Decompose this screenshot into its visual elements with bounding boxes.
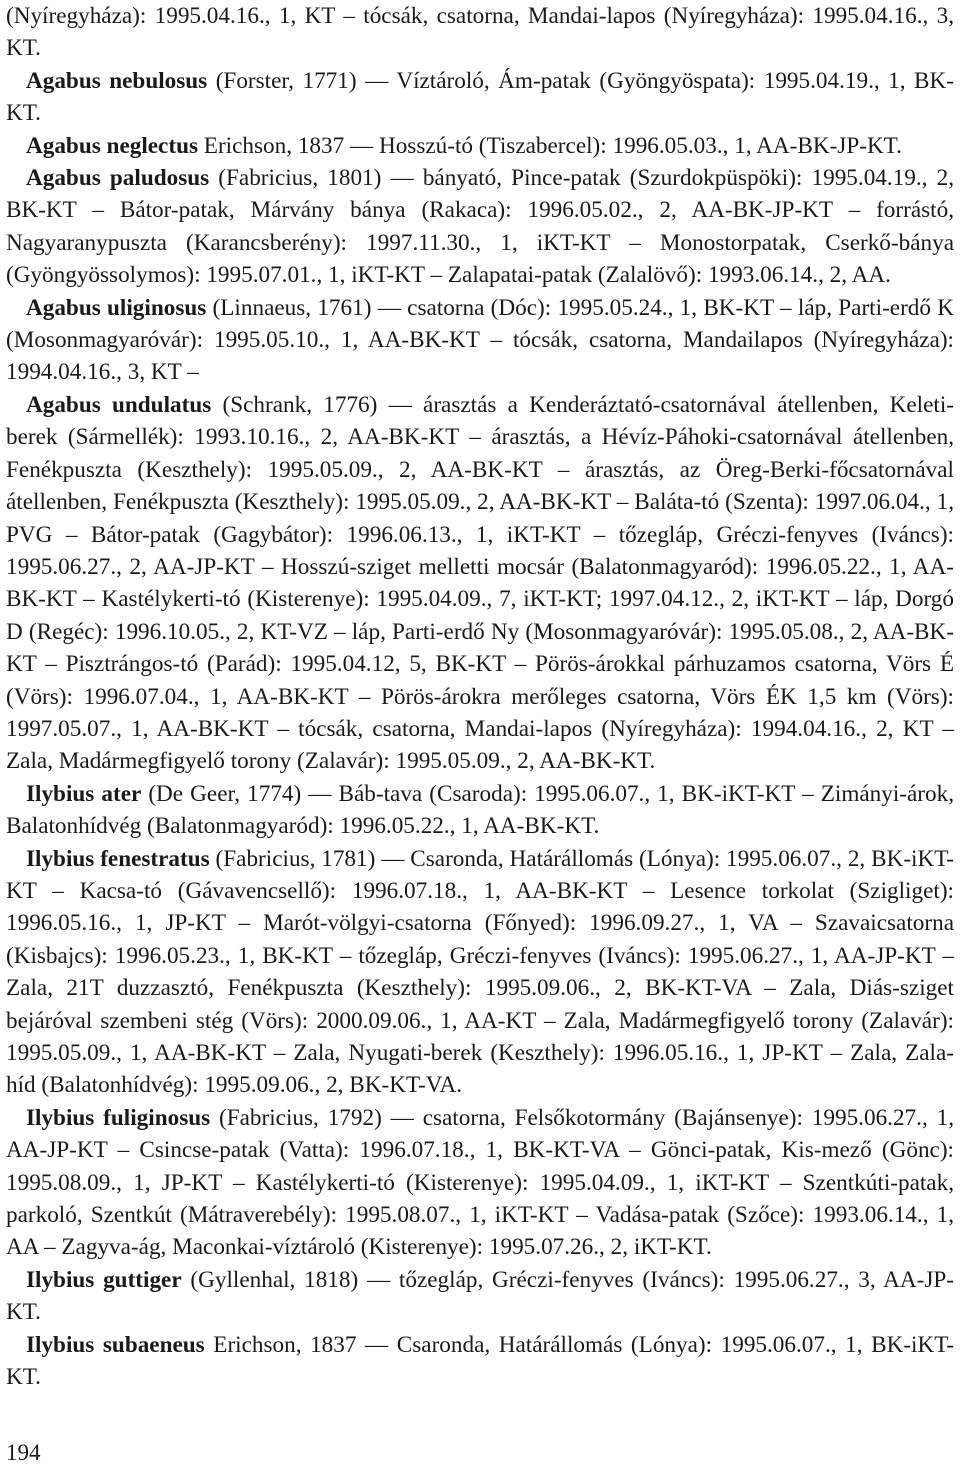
species-name: Ilybius fuliginosus <box>26 1104 211 1131</box>
species-records: (Fabricius, 1781) — Csaronda, Határállomás (Lónya): 1995.06.07., 2, BK-iKT-KT – Kacsa-tó (Gávavencsellő): 1996.07.18., 1, AA-BK-KT – Lesence torkolat (Szigliget): 1996.05.16., 1, JP-KT – Marót-völgyi-csatorna (Főnyed): 1996.09.27., 1, VA – Szavaicsatorna (Kisbajcs): 1996.05.23., 1, BK-KT – tőzegláp, Gréczi-fenyves (Iváncs): 1995.06.27., 1, AA-JP-KT – Zala, 21T duzzasztó, Fenékpuszta (Keszthely): 1995.09.06., 2, BK-KT-VA – Zala, Diás-sziget bejáróval szembeni stég (Vörs): 2000.09.06., 1, AA-KT – Zala, Madármegfigyelő torony (Zalavár): 1995.05.09., 1, AA-BK-KT – Zala, Nyugati-berek (Keszthely): 1996.05.16., 1, JP-KT – Zala, Zala-híd (Balatonhídvég): 1995.09.06., 2, BK-KT-VA. <box>6 845 954 1099</box>
species-entry <box>6 778 954 843</box>
species-records: Erichson, 1837 — Csaronda, Határállomás (Lónya): 1995.06.07., 1, BK-iKT-KT. <box>6 1331 954 1391</box>
species-entry <box>6 1329 954 1394</box>
species-entry <box>6 1264 954 1329</box>
species-records: (Fabricius, 1792) — csatorna, Felsőkotormány (Bajánsenye): 1995.06.27., 1, AA-JP-KT – Csincse-patak (Vatta): 1996.07.18., 1, BK-KT-VA – Gönci-patak, Kis-mező (Gönc): 1995.08.09., 1, JP-KT – Kastélykerti-tó (Kisterenye): 1995.04.09., 1, iKT-KT – Szentkúti-patak, parkoló, Szentkút (Mátraverebély): 1995.08.07., 1, iKT-KT – Vadása-patak (Szőce): 1993.06.14., 1, AA – Zagyva-ág, Maconkai-víztároló (Kisterenye): 1995.07.26., 2, iKT-KT. <box>6 1104 954 1261</box>
species-name: Ilybius ater <box>26 780 142 807</box>
species-entry <box>6 130 954 162</box>
species-entry <box>6 162 954 292</box>
species-name: Agabus undulatus <box>26 391 212 418</box>
species-entry <box>6 65 954 130</box>
species-entry <box>6 389 954 778</box>
species-records: (Fabricius, 1801) — bányató, Pince-patak (Szurdokpüspöki): 1995.04.19., 2, BK-KT – Bátor-patak, Márvány bánya (Rakaca): 1996.05.02., 2, AA-BK-JP-KT – forrástó, Nagyaranypuszta (Karancsberény): 1997.11.30., 1, iKT-KT – Monostorpatak, Cserkő-bánya (Gyöngyössolymos): 1995.07.01., 1, iKT-KT – Zalapatai-patak (Zalalövő): 1993.06.14., 2, AA. <box>6 165 954 289</box>
species-records: (Gyllenhal, 1818) — tőzegláp, Gréczi-fenyves (Iváncs): 1995.06.27., 3, AA-JP-KT. <box>6 1266 954 1326</box>
species-records: Erichson, 1837 — Hosszú-tó (Tiszabercel): 1996.05.03., 1, AA-BK-JP-KT. <box>198 132 902 159</box>
page-number: 194 <box>6 1440 41 1465</box>
continuation-paragraph: (Nyíregyháza): 1995.04.16., 1, KT – tócsák, csatorna, Mandai-lapos (Nyíregyháza): 1995.04.16., 3, KT. <box>6 3 954 62</box>
species-name: Agabus uliginosus <box>26 294 207 321</box>
species-records: (Linnaeus, 1761) — csatorna (Dóc): 1995.05.24., 1, BK-KT – láp, Parti-erdő K (Mosonmagyaróvár): 1995.05.10., 1, AA-BK-KT – tócsák, csatorna, Mandailapos (Nyíregyháza): 1994.04.16., 3, KT – <box>6 294 955 386</box>
species-name: Ilybius fenestratus <box>26 845 210 872</box>
species-records: (Schrank, 1776) — árasztás a Kenderáztató-csatornával átellenben, Keleti-berek (Sármellék): 1993.10.16., 2, AA-BK-KT – árasztás, a Hévíz-Páhoki-csatornával átellenben, Fenékpuszta (Keszthely): 1995.05.09., 2, AA-BK-KT – árasztás, az Öreg-Berki-főcsatornával átellenben, Fenékpuszta (Keszthely): 1995.05.09., 2, AA-BK-KT – Baláta-tó (Szenta): 1997.06.04., 1, PVG – Bátor-patak (Gagybátor): 1996.06.13., 1, iKT-KT – tőzegláp, Gréczi-fenyves (Iváncs): 1995.06.27., 2, AA-JP-KT – Hosszú-sziget melletti mocsár (Balatonmagyaród): 1996.05.22., 1, AA-BK-KT – Kastélykerti-tó (Kisterenye): 1995.04.09., 7, iKT-KT; 1997.04.12., 2, iKT-KT – láp, Dorgó D (Regéc): 1996.10.05., 2, KT-VZ – láp, Parti-erdő Ny (Mosonmagyaróvár): 1995.05.08., 2, AA-BK-KT – Pisztrángos-tó (Parád): 1995.04.12, 5, BK-KT – Pörös-árokkal párhuzamos csatorna, Vörs É (Vörs): 1996.07.04., 1, AA-BK-KT – Pörös-árokra merőleges csatorna, Vörs ÉK 1,5 km (Vörs): 1997.05.07., 1, AA-BK-KT – tócsák, csatorna, Mandai-lapos (Nyíregyháza): 1994.04.16., 2, KT – Zala, Madármegfigyelő torony (Zalavár): 1995.05.09., 2, AA-BK-KT. <box>6 391 955 775</box>
species-name: Ilybius guttiger <box>26 1266 182 1293</box>
species-entry <box>6 292 954 389</box>
species-name: Ilybius subaeneus <box>26 1331 205 1358</box>
species-name: Agabus paludosus <box>26 165 210 192</box>
species-name: Agabus neglectus <box>26 132 198 159</box>
species-records: (De Geer, 1774) — Báb-tava (Csaroda): 1995.06.07., 1, BK-iKT-KT – Zimányi-árok, Balatonhídvég (Balatonmagyaród): 1996.05.22., 1, AA-BK-KT. <box>6 780 955 840</box>
species-records: (Forster, 1771) — Víztároló, Ám-patak (Gyöngyöspata): 1995.04.19., 1, BK-KT. <box>6 67 954 127</box>
species-entry <box>6 843 954 1102</box>
species-entry <box>6 1102 954 1264</box>
species-name: Agabus nebulosus <box>26 67 208 94</box>
body-text <box>6 0 954 1393</box>
